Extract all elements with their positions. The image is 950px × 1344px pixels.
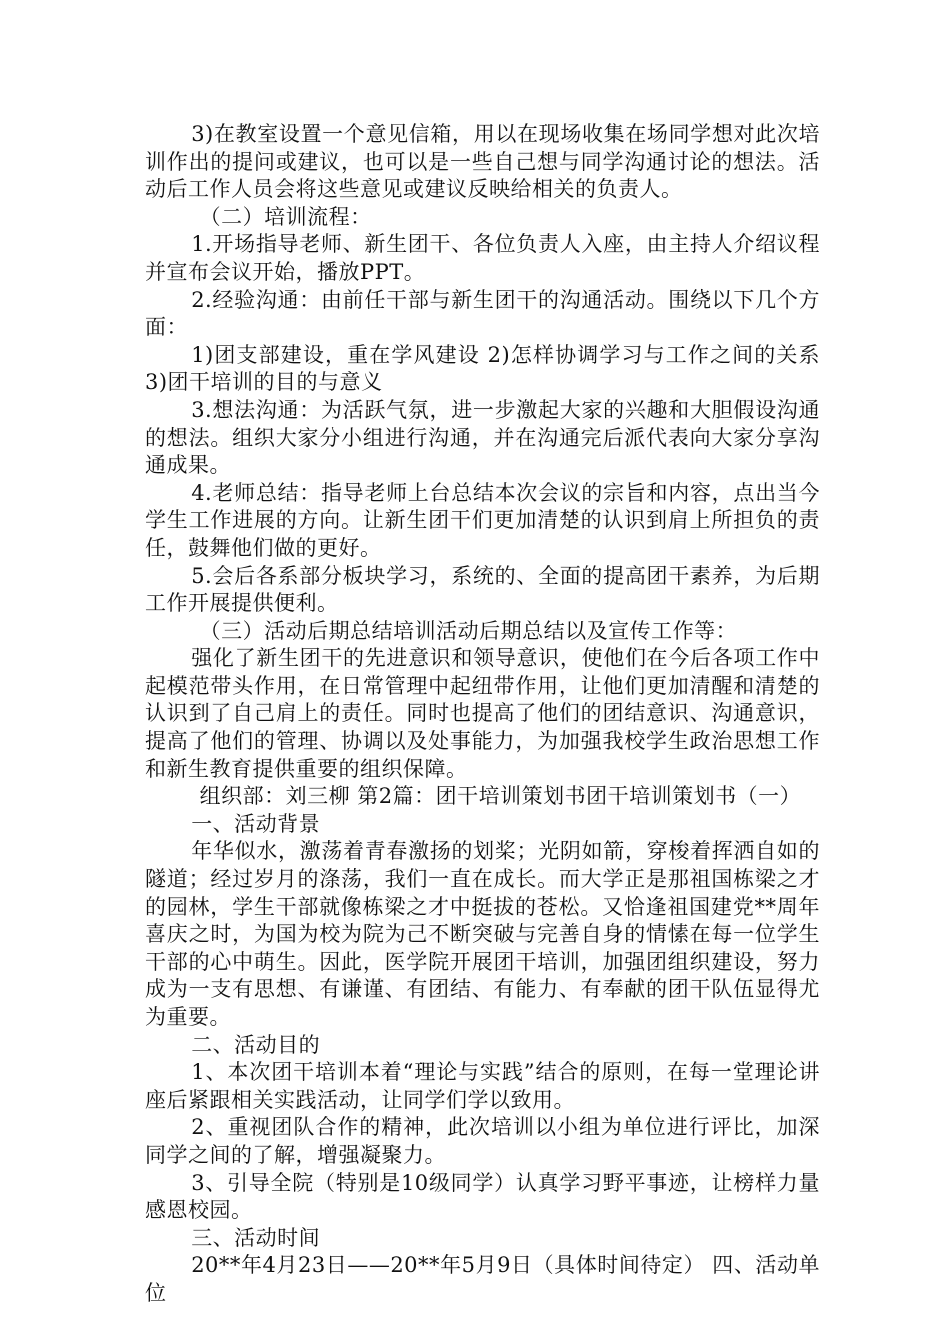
paragraph-purpose-1: 1、本次团干培训本着“理论与实践”结合的原则，在每一堂理论讲座后紧跟相关实践活动，让同学们学以致用。 [145,1060,820,1112]
paragraph-activity-time: 20**年4月23日——20**年5月9日（具体时间待定） 四、活动单位 [145,1253,820,1305]
paragraph-purpose-2: 2、重视团队合作的精神，此次培训以小组为单位进行评比，加深同学之间的了解，增强凝聚力。 [145,1115,820,1167]
paragraph-summary-body: 强化了新生团干的先进意识和领导意识，使他们在今后各项工作中起模范带头作用，在日常管理中起纽带作用，让他们更加清醒和清楚的认识到了自己肩上的责任。同时也提高了他们的团结意识、沟通意识，提高了他们的管理、协调以及处事能力，为加强我校学生政治思想工作和新生教育提供重要的组织保障。 [145,646,820,781]
heading-post-activity-summary: （三）活动后期总结培训活动后期总结以及宣传工作等： [199,618,738,643]
heading-training-process: （二）培训流程： [199,204,372,229]
paragraph-step-2: 2.经验沟通：由前任干部与新生团干的沟通活动。围绕以下几个方面： [145,287,820,340]
heading-activity-time: 三、活动时间 [191,1225,321,1250]
paragraph-step-2-topics: 1)团支部建设，重在学风建设 2)怎样协调学习与工作之间的关系 3)团干培训的目的与意义 [145,342,820,395]
paragraph-step-1: 1.开场指导老师、新生团干、各位负责人入座，由主持人介绍议程并宣布会议开始，播放PPT。 [145,232,820,284]
paragraph-author-and-next-article: 组织部：刘三柳 第2篇：团干培训策划书团干培训策划书（一） [199,784,802,809]
heading-activity-purpose: 二、活动目的 [191,1032,321,1057]
document-body [145,121,820,1308]
paragraph-step-5: 5.会后各系部分板块学习，系统的、全面的提高团干素养，为后期工作开展提供便利。 [145,563,820,616]
paragraph-step-4: 4.老师总结：指导老师上台总结本次会议的宗旨和内容，点出当今学生工作进展的方向。让新生团干们更加清楚的认识到肩上所担负的责任，鼓舞他们做的更好。 [145,480,820,560]
paragraph-background-body: 年华似水，激荡着青春激扬的划桨；光阴如箭，穿梭着挥洒自如的隧道；经过岁月的涤荡，我们一直在成长。而大学正是那祖国栋梁之才的园林，学生干部就像栋梁之才中挺拔的苍松。又恰逢祖国建党**周年喜庆之时，为国为校为院为己不断突破与完善自身的情愫在每一位学生干部的心中萌生。因此，医学院开展团干培训，加强团组织建设，努力成为一支有思想、有谦谨、有团结、有能力、有奉献的团干队伍显得尤为重要。 [145,839,820,1029]
heading-activity-background: 一、活动背景 [191,811,321,836]
paragraph-suggestion-box: 3)在教室设置一个意见信箱，用以在现场收集在场同学想对此次培训作出的提问或建议，也可以是一些自己想与同学沟通讨论的想法。活动后工作人员会将这些意见或建议反映给相关的负责人。 [145,122,820,202]
paragraph-step-3: 3.想法沟通：为活跃气氛，进一步激起大家的兴趣和大胆假设沟通的想法。组织大家分小组进行沟通，并在沟通完后派代表向大家分享沟通成果。 [145,397,820,478]
paragraph-purpose-3: 3、引导全院（特别是10级同学）认真学习野平事迹，让榜样力量感恩校园。 [145,1170,820,1223]
